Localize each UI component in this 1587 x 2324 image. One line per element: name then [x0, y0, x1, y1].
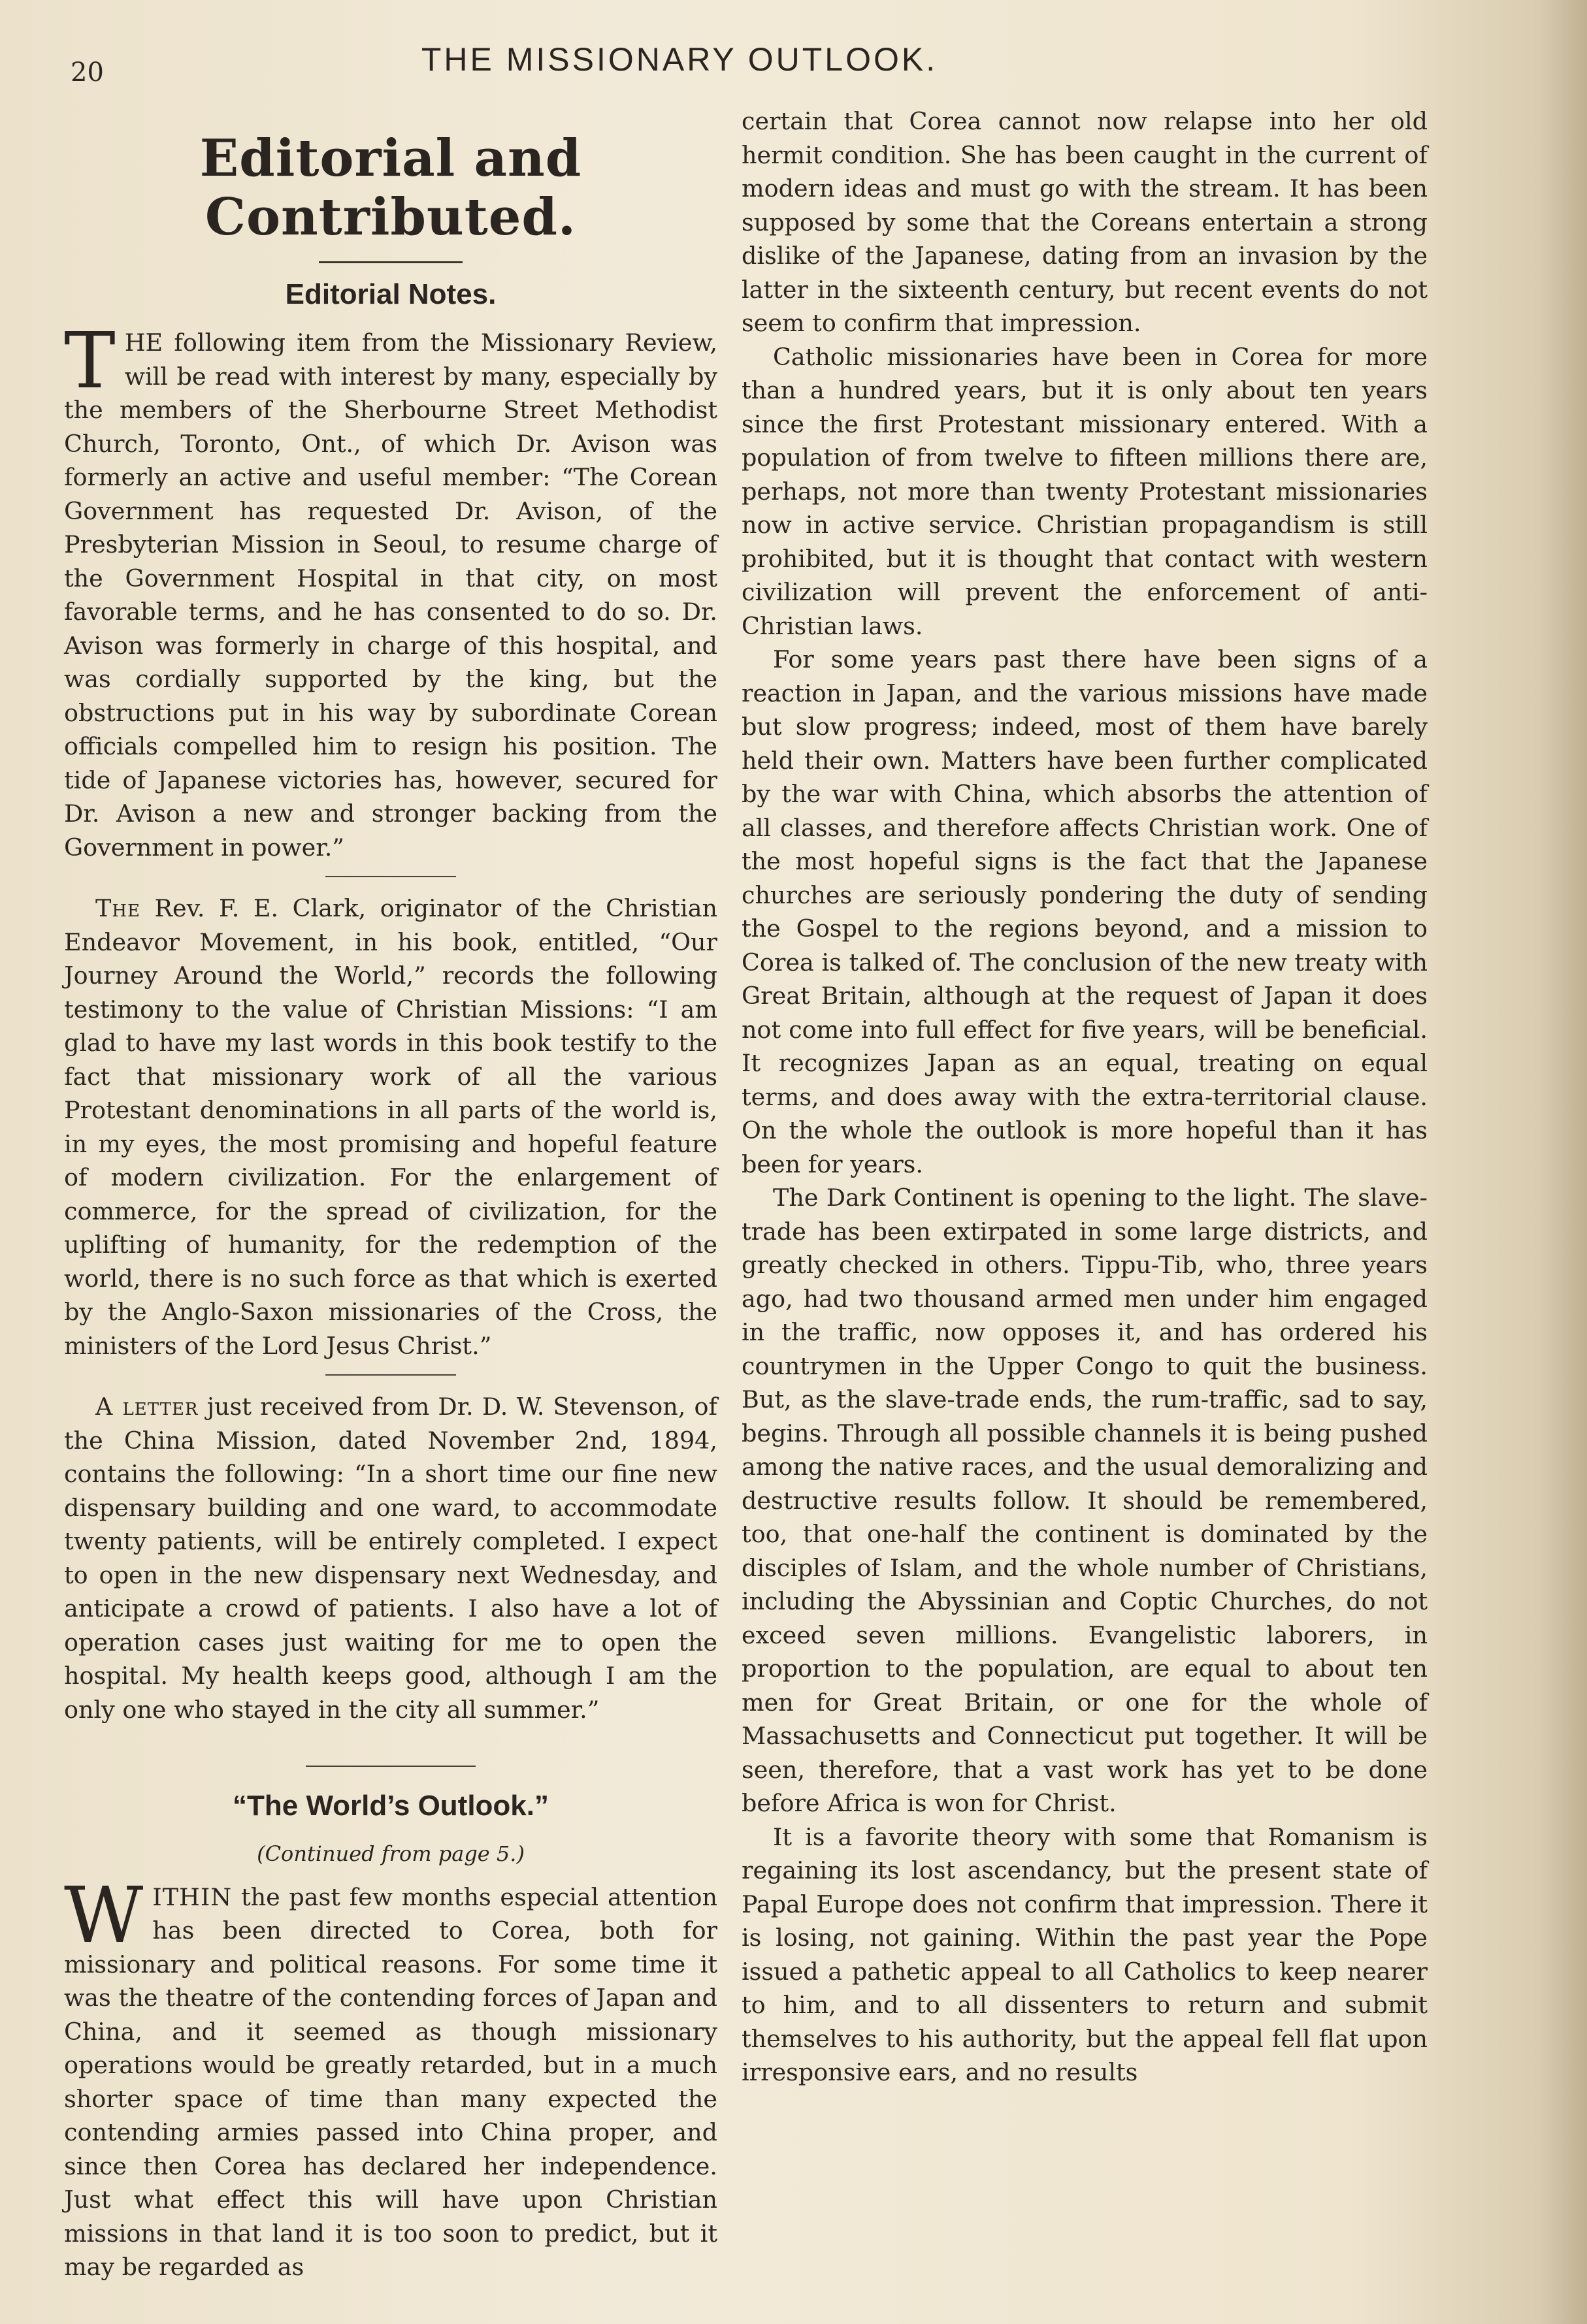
- paragraph: The Dark Continent is opening to the light. The slave-trade has been extirpated in some large districts, and greatly checked in others. Tippu-Tib, who, three years ago, had two thousand armed men under him engaged in the traffic, now opposes it, and has ordered his countrymen in the Upper Congo to quit the business. But, as the slave-trade ends, the rum-traffic, sad to say, begins. Through all possible channels it is being pushed among the native races, and the usual demoralizing and destructive results follow. It should be remembered, too, that one-half the continent is dominated by the disciples of Islam, and the whole number of Christians, including the Abyssinian and Coptic Churches, do not exceed seven millions. Evangelistic laborers, in proportion to the population, are equal to about ten men for Great Britain, or one for the whole of Massachusetts and Connecticut put together. It will be seen, therefore, that a vast work has yet to be done before Africa is won for Christ.: [742, 1184, 1428, 1817]
- editorial-notes-heading: Editorial Notes.: [285, 278, 497, 310]
- paragraph: [64, 1869, 717, 2284]
- right-column: [742, 105, 1428, 2090]
- lead-words: ITHIN: [152, 1882, 233, 1911]
- paragraph-text: just received from Dr. D. W. Stevenson, of the China Mission, dated November 2nd, 1894, contains the following: “In a short time our fine new dispensary building and one ward, to accommodate twenty patients, will be entirely completed. I expect to open in the new dispensary next Wednesday, and anticipate a crowd of patients. I also have a lot of operation cases just waiting for me to open the hospital. My health keeps good, although I am the only one who stayed in the city all summer.”: [64, 1393, 717, 1724]
- running-title: THE MISSIONARY OUTLOOK.: [421, 41, 938, 78]
- paragraph: [64, 892, 717, 1363]
- separator-rule: [325, 876, 456, 877]
- paragraph: certain that Corea cannot now relapse into her old hermit condition. She has been caught in the current of modern ideas and must go with the stream. It has been supposed by some that the Coreans entertain a strong dislike of the Japanese, dating from an invasion by the latter in the sixteenth century, but recent events do not seem to confirm that impression.: [742, 107, 1428, 337]
- worlds-outlook-heading: “The World’s Outlook.”: [233, 1790, 549, 1822]
- lead-words: The: [95, 894, 140, 922]
- separator-rule: [325, 1374, 456, 1376]
- paragraph: It is a favorite theory with some that Romanism is regaining its lost ascendancy, but the present state of Papal Europe does not confirm that impression. There it is losing, not gaining. Within the past year the Pope issued a pathetic appeal to all Catholics to keep nearer to him, and to all dissenters to return and submit themselves to his authority, but the appeal fell flat upon irresponsive ears, and no results: [742, 1822, 1428, 2086]
- paragraph: Catholic missionaries have been in Corea for more than a hundred years, but it is only about ten years since the first Protestant missionary entered. With a population of from twelve to fifteen millions there are, perhaps, not more than twenty Protestant missionaries now in active service. Christian propagandism is still prohibited, but it is thought that contact with western civilization will prevent the enforcement of anti-Christian laws.: [742, 342, 1428, 640]
- page-number: 20: [71, 57, 104, 88]
- paragraph-text: Rev. F. E. Clark, originator of the Christian Endeavor Movement, in his book, entitled, “Our Journey Around the World,” records the following testimony to the value of Christian Missions: “I am glad to have my last words in this book testify to the fact that missionary work of all the various Protestant denominations in all parts of the world is, in my eyes, the most promising and hopeful feature of modern civilization. For the enlargement of commerce, for the spread of civilization, for the uplifting of humanity, for the redemption of the world, there is no such force as that which is exerted by the Anglo-Saxon missionaries of the Cross, the ministers of the Lord Jesus Christ.”: [64, 894, 717, 1360]
- title-rule: [319, 261, 463, 263]
- drop-cap: W: [64, 1869, 144, 1960]
- paragraph: [64, 1390, 717, 1726]
- left-column: [64, 105, 717, 2284]
- continued-note: (Continued from page 5.): [257, 1841, 525, 1866]
- paragraph: For some years past there have been signs of a reaction in Japan, and the various missions have made but slow progress; indeed, most of them have barely held their own. Matters have been further complicated by the war with China, which absorbs the attention of all classes, and therefore affects Christian work. One of the most hopeful signs is the fact that the Japanese churches are seriously pondering the duty of sending the Gospel to the regions beyond, and a mission to Corea is talked of. The conclusion of the new treaty with Great Britain, although at the request of Japan it does not come into full effect for five years, will be beneficial. It recognizes Japan as an equal, treating on equal terms, and does away with the extra-territorial clause. On the whole the outlook is more hopeful than it has been for years.: [742, 645, 1428, 1178]
- lead-words: A letter: [95, 1393, 199, 1421]
- paragraph-text: HE following item from the Missionary Review, will be read with interest by many, especially by the members of the Sherbourne Street Methodist Church, Toronto, Ont., of which Dr. Avison was formerly an active and useful member: “The Corean Government has requested Dr. Avison, of the Presbyterian Mission in Seoul, to resume charge of the Government Hospital in that city, on most favorable terms, and he has consented to do so. Dr. Avison was formerly in charge of this hospital, and was cordially supported by the king, but the obstructions put in his way by subordinate Corean officials compelled him to resign his position. The tide of Japanese victories has, however, secured for Dr. Avison a new and stronger backing from the Government in power.”: [64, 329, 717, 862]
- paragraph: [64, 315, 717, 864]
- drop-cap: T: [64, 315, 116, 406]
- separator-rule: [306, 1766, 476, 1767]
- section-title: Editorial and Contributed.: [199, 129, 582, 247]
- paragraph-text: the past few months especial attention has been directed to Corea, both for missionary and political reasons. For some time it was the theatre of the contending forces of Japan and China, and it seemed as though missionary operations would be greatly retarded, but in a much shorter space of time than many expected the contending armies passed into China proper, and since then Corea has declared her independence. Just what effect this will have upon Christian missions in that land it is too soon to predict, but it may be regarded as: [64, 1882, 717, 2281]
